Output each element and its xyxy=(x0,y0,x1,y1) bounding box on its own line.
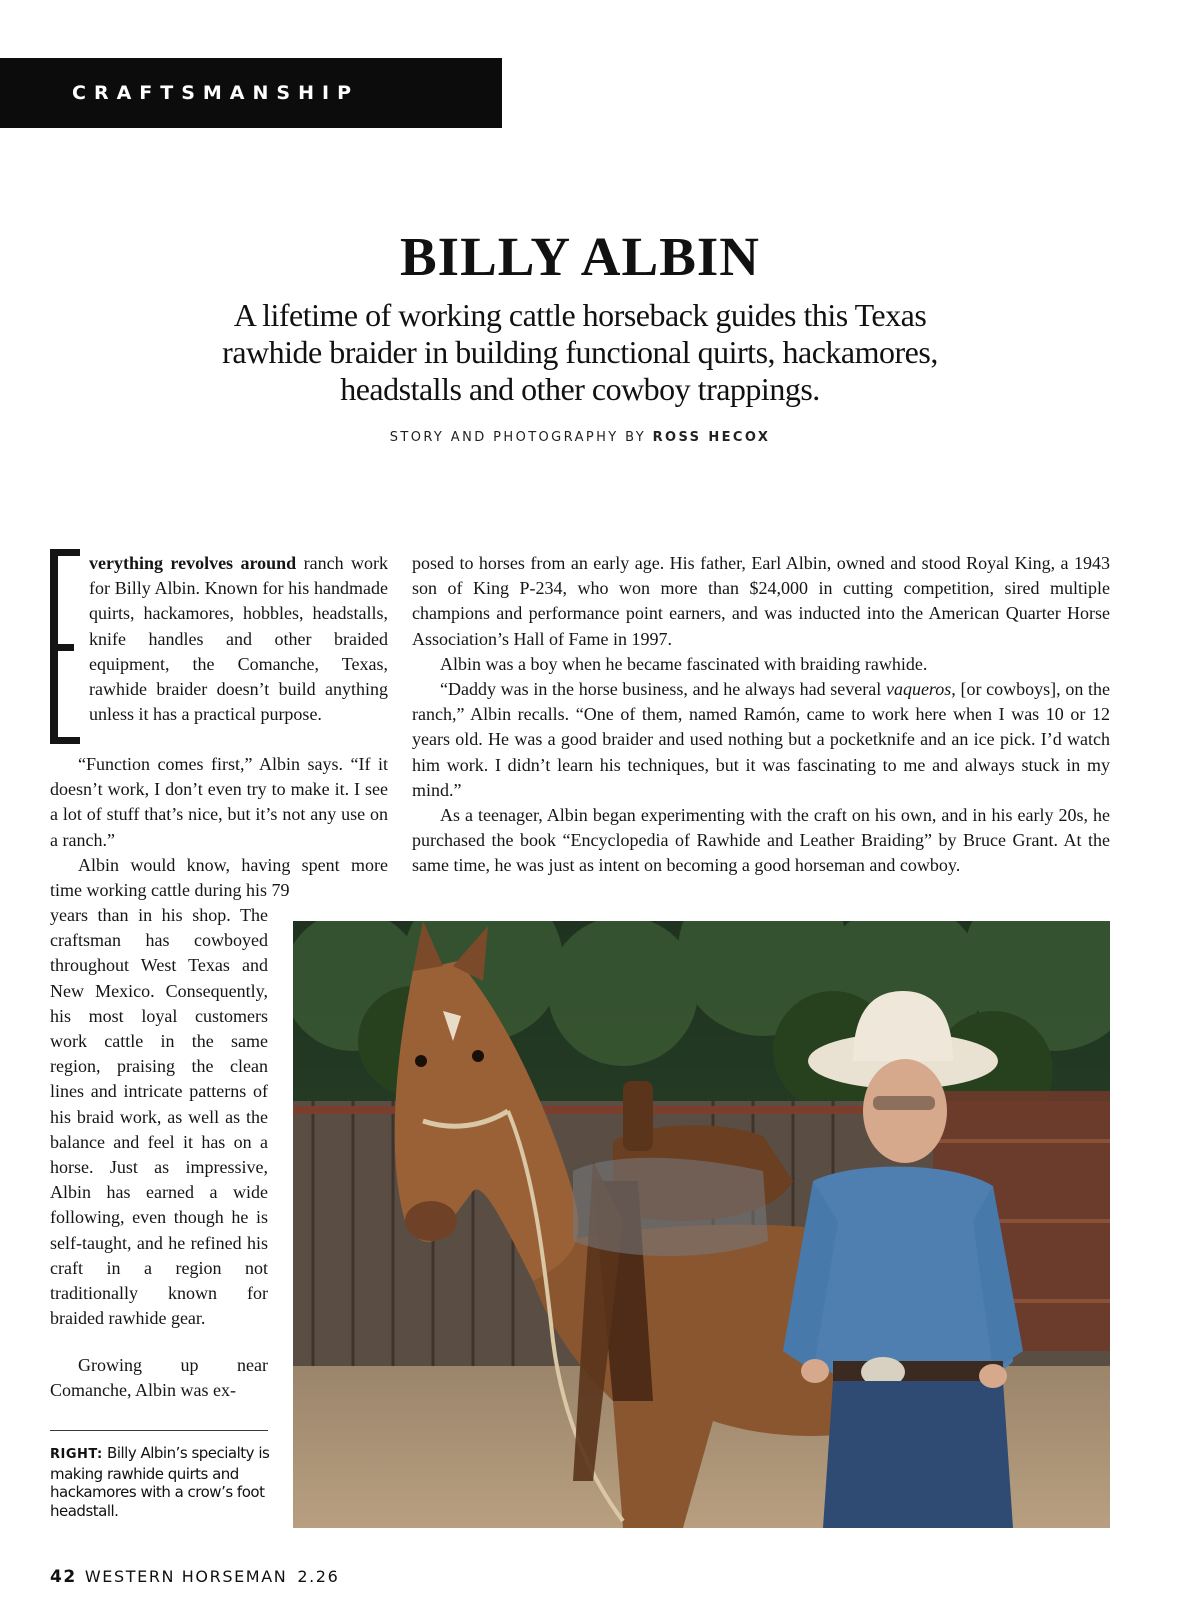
photo-caption xyxy=(50,1444,272,1520)
caption-label: RIGHT: xyxy=(50,1447,103,1462)
body-paragraph-7 xyxy=(412,677,1110,803)
body-paragraph-3: Albin would know, having spent more time working cattle during his 79 xyxy=(50,855,388,901)
body-paragraph-4: Growing up near Comanche, Albin was ex- xyxy=(50,1355,268,1401)
section-header-bar xyxy=(0,58,502,128)
page-footer xyxy=(50,1567,339,1587)
article-byline xyxy=(0,430,1160,446)
paragraph-1-text: ranch work for Billy Albin. Known for his handmade quirts, hackamores, hobbles, headstalls, knife handles and other braided equipment, the Comanche, Texas, rawhide braider doesn’t build anything unless it has a practical purpose. xyxy=(89,553,388,725)
section-label: CRAFTSMANSHIP xyxy=(72,82,359,104)
paragraph-7-text-a: “Daddy was in the horse business, and he always had several xyxy=(440,679,886,699)
article-dek: A lifetime of working cattle horseback guides this Texas rawhide braider in building functional quirts, hackamores, headstalls and other cowboy trappings. xyxy=(222,297,938,407)
caption-text: Billy Albin’s specialty is making rawhide quirts and hackamores with a crow’s foot headstall. xyxy=(50,1444,270,1520)
photo-horse-and-braider xyxy=(293,921,1110,1528)
paragraph-7-italic: vaqueros, xyxy=(885,679,956,699)
drop-cap xyxy=(50,549,80,744)
photo-illustration xyxy=(293,921,1110,1528)
body-paragraph-1 xyxy=(89,551,388,727)
page-number: 42 xyxy=(50,1567,77,1587)
body-paragraph-3-continued: years than in his shop. The craftsman has cowboyed throughout West Texas and New Mexico. Consequently, his most loyal customers work cattle in the same region, praising the clean lines and intricate patterns of his braid work, as well as the balance and feel it has on a horse. Just as impressive, Albin has earned a wide following, even though he is self-taught, and he refined his craft in a region not traditionally known for braided rawhide gear. xyxy=(50,905,268,1329)
byline-prefix: STORY AND PHOTOGRAPHY BY xyxy=(389,430,647,445)
body-paragraph-8: As a teenager, Albin began experimenting with the craft on his own, and in his early 20s, he purchased the book “Encyclopedia of Rawhide and Leather Braiding” by Bruce Grant. At the same time, he was just as intent on becoming a good horseman and cowboy. xyxy=(412,805,1110,876)
body-paragraph-6: Albin was a boy when he became fascinated with braiding rawhide. xyxy=(440,654,928,674)
paragraph-7-text-b: [or cowboys], on the ranch,” Albin recalls. “One of them, named Ramón, came to work here when I was 10 or 12 years old. He was a good braider and used nothing but a pocketknife and an ice pick. I’d watch him work. I didn’t learn his techniques, but it was fascinating to me and always stuck in my mind.” xyxy=(412,679,1111,800)
body-paragraph-2: “Function comes first,” Albin says. “If it doesn’t work, I don’t even try to make it. I see a lot of stuff that’s nice, but it’s not any use on a ranch.” xyxy=(50,754,388,850)
magazine-name: WESTERN HORSEMAN xyxy=(84,1567,288,1586)
byline-author: ROSS HECOX xyxy=(652,430,771,445)
article-headline: BILLY ALBIN xyxy=(399,226,760,287)
lead-in: verything revolves around xyxy=(89,553,297,573)
body-paragraph-5: posed to horses from an early age. His father, Earl Albin, owned and stood Royal King, a 1943 son of King P-234, who won more than $24,000 in cutting competition, sired multiple champions and performance point earners, and was inducted into the American Quarter Horse Association’s Hall of Fame in 1997. xyxy=(412,553,1110,649)
issue-number: 2.26 xyxy=(297,1567,340,1586)
caption-rule xyxy=(50,1430,268,1431)
